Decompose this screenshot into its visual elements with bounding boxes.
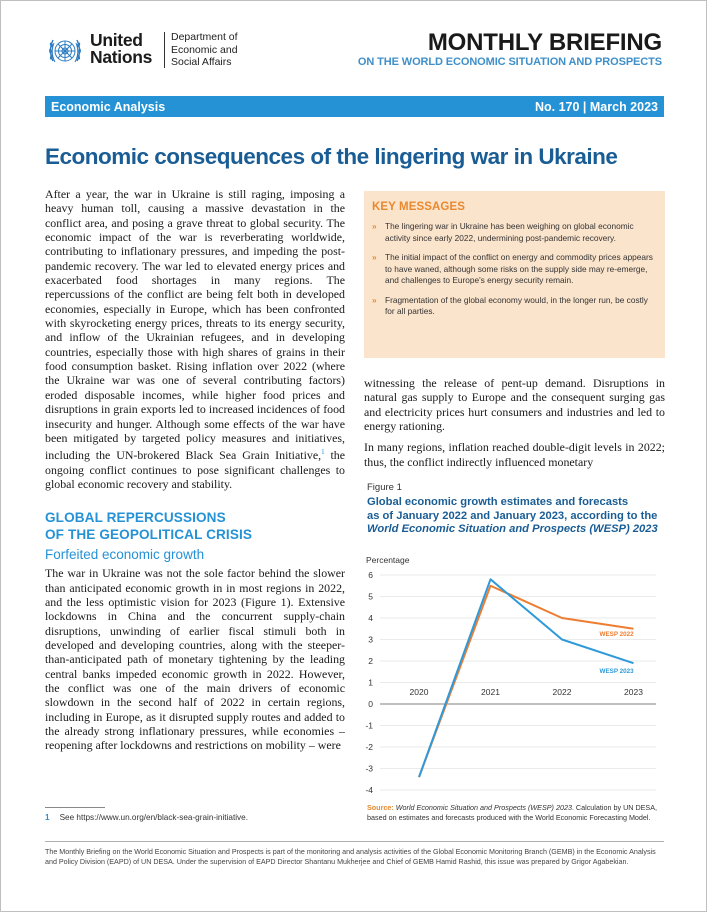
footnote-text[interactable]: See https://www.un.org/en/black-sea-grain-initiative. — [59, 813, 248, 822]
y-tick-label: 1 — [368, 677, 373, 688]
key-message-item — [372, 252, 655, 287]
key-message-item — [372, 221, 655, 244]
y-tick-label: -3 — [365, 763, 373, 774]
series-line — [419, 579, 634, 777]
key-messages-title: KEY MESSAGES — [372, 201, 466, 213]
right-column — [364, 376, 665, 469]
article-title: Economic consequences of the lingering war in Ukraine — [45, 144, 618, 169]
source-title: World Economic Situation and Prospects (WESP) 2023 — [395, 803, 572, 812]
figure-title-line2: as of January 2022 and January 2023, according to the — [367, 509, 658, 522]
chart-source — [367, 803, 667, 822]
growth-paragraph: The war in Ukraine was not the sole factor behind the slower than anticipated economic growth in in most regions in 2022, and the less optimistic vision for 2023 (Figure 1). Extensive lockdowns in China and the concurrent supply-chain disruptions, unwinding of earlier fiscal stimuli both in developed and developing countries, along with the steeper-than-anticipated path of monetary tightening by the leading central banks impeded economic growth in 2022. However, the conflict was one of the main drivers of economic slowdown in the second half of 2022 in certain regions, including in Europe, as it disrupted supply routes and added to the already strong inflationary pressures, while economies – reopening after lockdowns and restrictions on mobility – were — [45, 566, 345, 753]
y-axis-label: Percentage — [366, 555, 410, 565]
intro-text-part1: After a year, the war in Ukraine is still raging, imposing a heavy human toll, causing a massive devastation in the conflict area, and posing a grave threat to global security. The economic impact of the war is reverberating worldwide, contributing to inflationary pressures, and impeding the post-pandemic recovery. The war led to elevated energy prices and exacerbated food shortages in many regions. The repercussions of the conflict are being felt both in developed economies, especially in Europe, which has been confronted with skyrocketing energy prices, threats to its energy security, and inflow of the Ukrainian refugees, and in developing countries, especially those with high shares of grains in their food consumption basket. Rising inflation over 2022 (where the Ukraine war was one of several contributing factors) eroded disposable incomes, while higher food prices and disruptions in grain exports led to increased incidences of food insecurity and hunger. Although some effects of the war have been mitigated by targeted policy measures and initiatives, including the UN-brokered Black Sea Grain Initiative, — [45, 187, 345, 463]
bottom-rule — [45, 841, 664, 842]
x-tick-label: 2021 — [481, 687, 500, 697]
figure-title-line3: World Economic Situation and Prospects (WESP) 2023 — [367, 523, 658, 536]
org-name-line1: United — [90, 30, 143, 50]
bottom-note: The Monthly Briefing on the World Economic Situation and Prospects is part of the monitoring and analysis activities of the Global Economic Monitoring Branch (GEMB) in the Economic Analysis and Policy Division (EAPD) of UN DESA. Under the supervision of EAPD Director Shantanu Mukherjee and Chief of GEMB Hamid Rashid, this issue was prepared by Grigor Agabekian. — [45, 848, 656, 866]
briefing-title: MONTHLY BRIEFING — [427, 29, 662, 56]
figure-title — [367, 496, 667, 537]
bullet-icon: » — [372, 252, 377, 262]
key-message-text: The lingering war in Ukraine has been weighing on global economic activity since early 2022, undermining post-pandemic recovery. — [385, 221, 634, 243]
y-tick-label: -2 — [365, 742, 373, 752]
bullet-icon: » — [372, 221, 377, 231]
issue-band — [45, 96, 664, 117]
department-name — [171, 31, 238, 69]
section-heading-line2: OF THE GEOPOLITICAL CRISIS — [45, 526, 253, 542]
x-tick-label: 2020 — [409, 687, 429, 697]
y-tick-label: 0 — [368, 699, 373, 709]
dept-line1: Department of — [171, 31, 238, 43]
y-tick-label: 6 — [368, 570, 373, 580]
briefing-subtitle: ON THE WORLD ECONOMIC SITUATION AND PROSPECTS — [357, 56, 662, 68]
figure-title-line1: Global economic growth estimates and forecasts — [367, 496, 629, 508]
footnote-rule — [45, 807, 105, 808]
dept-line3: Social Affairs — [171, 56, 232, 68]
right-paragraph-1: witnessing the release of pent-up demand. Disruptions in natural gas supply to Europe and the consequent surging gas and electricity prices hurt consumers and industries and led to energy rationing. — [364, 376, 665, 434]
intro-paragraph — [45, 187, 345, 491]
footnote-number: 1 — [45, 813, 50, 822]
intro-text-part2: the ongoing conflict continues to pose significant challenges to global economic recovery and stability. — [45, 448, 345, 491]
key-messages-box — [364, 191, 665, 358]
y-tick-label: 4 — [368, 613, 373, 623]
right-paragraph-2: In many regions, inflation reached double-digit levels in 2022; thus, the conflict indirectly influenced monetary — [364, 440, 665, 469]
y-tick-label: 3 — [368, 634, 373, 645]
dept-line2: Economic and — [171, 43, 238, 56]
series-label: WESP 2023 — [599, 668, 634, 676]
footnote-ref: 1 — [321, 448, 325, 457]
section-heading — [45, 510, 345, 543]
bullet-icon: » — [372, 294, 377, 305]
footnote — [45, 813, 248, 822]
growth-chart — [364, 553, 664, 801]
key-message-item — [372, 295, 655, 318]
key-message-text: Fragmentation of the global economy would, in the longer run, be costly for all parties. — [385, 294, 648, 316]
source-label: Source: — [367, 803, 394, 812]
left-column — [45, 187, 345, 753]
header-divider — [164, 32, 165, 68]
band-category: Economic Analysis — [51, 99, 166, 114]
subheading: Forfeited economic growth — [45, 547, 205, 563]
source-rest: . Calculation by UN DESA, based on estimates and forecasts produced with the World Economic Forecasting Model. — [367, 803, 658, 822]
series-label: WESP 2022 — [599, 630, 634, 638]
y-tick-label: -4 — [365, 785, 373, 795]
un-emblem-icon — [45, 31, 85, 71]
series-line — [419, 586, 634, 777]
y-tick-label: 5 — [368, 591, 373, 602]
section-heading-line1: GLOBAL REPERCUSSIONS — [45, 510, 226, 526]
org-name-line2: Nations — [90, 47, 153, 67]
org-name — [90, 32, 152, 66]
x-tick-label: 2023 — [624, 687, 643, 697]
key-message-text: The initial impact of the conflict on energy and commodity prices appears to have waned, although some risks on the supply side may re-emerge, and challenges to Europe's energy security remain. — [385, 252, 653, 285]
x-tick-label: 2022 — [552, 687, 572, 697]
y-tick-label: -1 — [365, 720, 373, 731]
y-tick-label: 2 — [368, 656, 373, 666]
figure-label: Figure 1 — [367, 482, 402, 493]
band-issue-number: No. 170 | March 2023 — [534, 99, 658, 114]
